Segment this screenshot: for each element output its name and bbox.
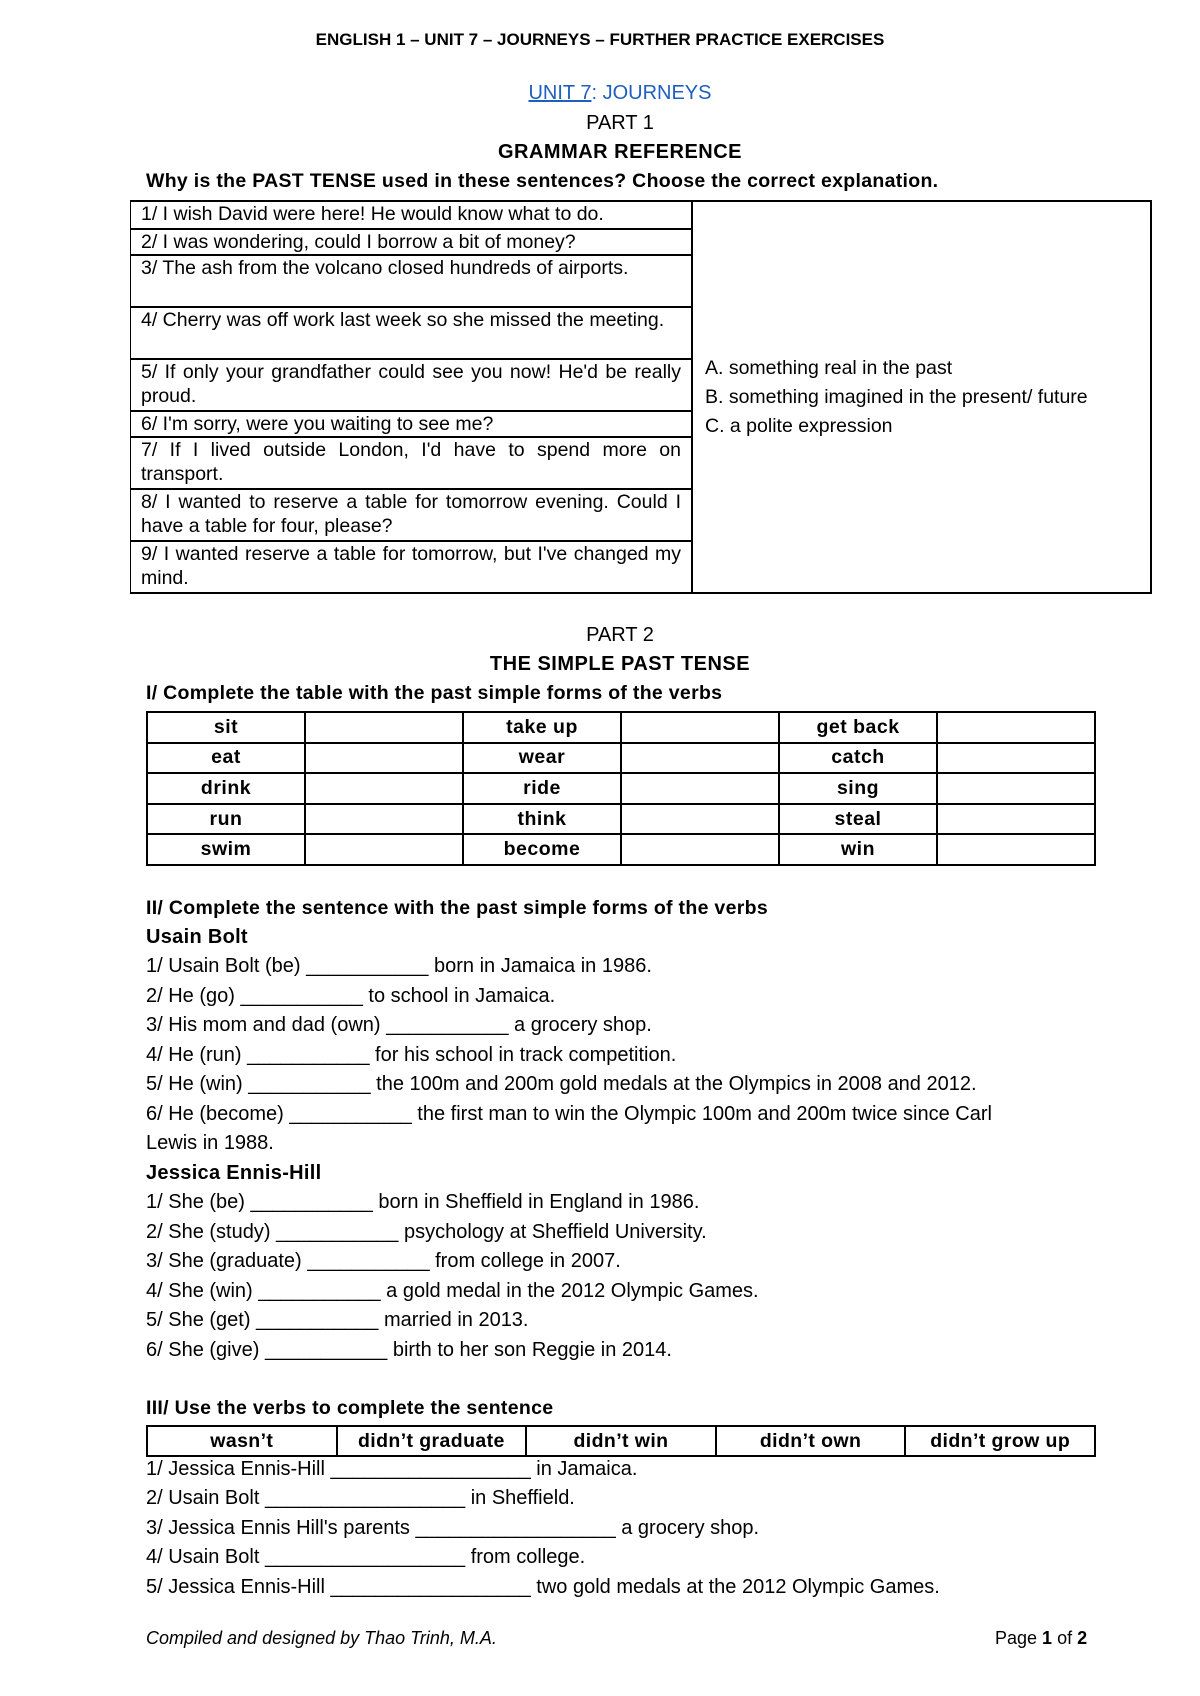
verb-cell: steal bbox=[779, 804, 937, 835]
option-b: B. something imagined in the present/ future bbox=[705, 385, 1088, 408]
verb-forms-table bbox=[146, 711, 1096, 866]
sentence-6: 6/ I'm sorry, were you waiting to see me? bbox=[131, 411, 693, 437]
ennis-line-2: 2/ She (study) ___________ psychology at Sheffield University. bbox=[146, 1221, 707, 1243]
bolt-line-2: 2/ He (go) ___________ to school in Jamaica. bbox=[146, 985, 556, 1007]
verb-cell: get back bbox=[779, 712, 937, 743]
page-number bbox=[995, 1628, 1087, 1649]
answer-cell[interactable] bbox=[305, 743, 463, 774]
answer-cell[interactable] bbox=[621, 834, 779, 865]
verb-choice: wasn’t bbox=[147, 1426, 337, 1456]
page-total: 2 bbox=[1077, 1628, 1088, 1648]
verb-choice-table bbox=[146, 1425, 1096, 1457]
sentence-7: 7/ If I lived outside London, I'd have to spend more on transport. bbox=[131, 437, 693, 489]
sentence-3: 3/ The ash from the volcano closed hundreds of airports. bbox=[131, 255, 693, 307]
page-prefix: Page bbox=[995, 1628, 1043, 1648]
ex3-line-3: 3/ Jessica Ennis Hill's parents __________________ a grocery shop. bbox=[146, 1517, 760, 1539]
exercise-1-title: I/ Complete the table with the past simple forms of the verbs bbox=[146, 682, 723, 704]
verb-choice: didn’t graduate bbox=[337, 1426, 527, 1456]
verb-cell: wear bbox=[463, 743, 621, 774]
answer-cell[interactable] bbox=[621, 773, 779, 804]
page-current: 1 bbox=[1042, 1628, 1053, 1648]
jessica-ennis-heading: Jessica Ennis-Hill bbox=[146, 1162, 322, 1184]
part1-title: PART 1 bbox=[586, 112, 654, 134]
ennis-line-3: 3/ She (graduate) ___________ from college in 2007. bbox=[146, 1250, 621, 1272]
part2-subtitle: THE SIMPLE PAST TENSE bbox=[489, 653, 751, 675]
ennis-line-5: 5/ She (get) ___________ married in 2013. bbox=[146, 1309, 529, 1331]
ennis-line-6: 6/ She (give) ___________ birth to her son Reggie in 2014. bbox=[146, 1339, 672, 1361]
usain-bolt-heading: Usain Bolt bbox=[146, 926, 248, 948]
verb-cell: take up bbox=[463, 712, 621, 743]
sentence-1: 1/ I wish David were here! He would know what to do. bbox=[131, 201, 693, 229]
answer-cell[interactable] bbox=[937, 743, 1095, 774]
table-row bbox=[147, 804, 1095, 835]
unit-title-rest: : JOURNEYS bbox=[591, 82, 712, 104]
bolt-line-5: 5/ He (win) ___________ the 100m and 200m gold medals at the Olympics in 2008 and 2012. bbox=[146, 1073, 977, 1095]
explanation-options bbox=[692, 201, 1151, 593]
bolt-line-4: 4/ He (run) ___________ for his school in track competition. bbox=[146, 1044, 677, 1066]
answer-cell[interactable] bbox=[621, 743, 779, 774]
verb-cell: swim bbox=[147, 834, 305, 865]
answer-cell[interactable] bbox=[305, 834, 463, 865]
sentence-4: 4/ Cherry was off work last week so she missed the meeting. bbox=[131, 307, 693, 359]
sentence-2: 2/ I was wondering, could I borrow a bit of money? bbox=[131, 229, 693, 255]
verb-cell: become bbox=[463, 834, 621, 865]
unit-link[interactable]: UNIT 7 bbox=[528, 82, 592, 104]
unit-title bbox=[0, 82, 1200, 105]
ex3-line-1: 1/ Jessica Ennis-Hill __________________ in Jamaica. bbox=[146, 1458, 638, 1480]
answer-cell[interactable] bbox=[621, 712, 779, 743]
verb-cell: drink bbox=[147, 773, 305, 804]
part1-subtitle: GRAMMAR REFERENCE bbox=[497, 141, 743, 163]
ex3-line-4: 4/ Usain Bolt __________________ from college. bbox=[146, 1546, 586, 1568]
answer-cell[interactable] bbox=[937, 773, 1095, 804]
answer-cell[interactable] bbox=[937, 834, 1095, 865]
bolt-line-3: 3/ His mom and dad (own) ___________ a grocery shop. bbox=[146, 1014, 652, 1036]
exercise-2-title: II/ Complete the sentence with the past simple forms of the verbs bbox=[146, 897, 768, 919]
sentence-5: 5/ If only your grandfather could see you now! He'd be really proud. bbox=[131, 359, 693, 411]
table-row bbox=[147, 773, 1095, 804]
ennis-line-1: 1/ She (be) ___________ born in Sheffield in England in 1986. bbox=[146, 1191, 700, 1213]
verb-cell: ride bbox=[463, 773, 621, 804]
ex3-line-5: 5/ Jessica Ennis-Hill __________________ two gold medals at the 2012 Olympic Games. bbox=[146, 1576, 940, 1598]
verb-cell: eat bbox=[147, 743, 305, 774]
option-a: A. something real in the past bbox=[705, 356, 953, 379]
part1-question: Why is the PAST TENSE used in these sentences? Choose the correct explanation. bbox=[146, 170, 939, 192]
verb-cell: sing bbox=[779, 773, 937, 804]
footer-credit: Compiled and designed by Thao Trinh, M.A. bbox=[146, 1628, 497, 1648]
bolt-line-6: 6/ He (become) ___________ the first man to win the Olympic 100m and 200m twice since Carl bbox=[146, 1103, 992, 1125]
grammar-reference-table bbox=[130, 200, 1152, 594]
verb-choice: didn’t own bbox=[716, 1426, 906, 1456]
answer-cell[interactable] bbox=[305, 804, 463, 835]
ennis-line-4: 4/ She (win) ___________ a gold medal in the 2012 Olympic Games. bbox=[146, 1280, 759, 1302]
part2-title: PART 2 bbox=[586, 624, 654, 646]
verb-cell: think bbox=[463, 804, 621, 835]
sentence-8: 8/ I wanted to reserve a table for tomorrow evening. Could I have a table for four, please? bbox=[131, 489, 693, 541]
answer-cell[interactable] bbox=[621, 804, 779, 835]
exercise-3-title: III/ Use the verbs to complete the sentence bbox=[146, 1397, 554, 1419]
table-row bbox=[147, 743, 1095, 774]
page-header: ENGLISH 1 – UNIT 7 – JOURNEYS – FURTHER PRACTICE EXERCISES bbox=[315, 30, 885, 49]
page-sep: of bbox=[1052, 1628, 1078, 1648]
sentence-9: 9/ I wanted reserve a table for tomorrow, but I've changed my mind. bbox=[131, 541, 693, 593]
table-row bbox=[147, 834, 1095, 865]
verb-cell: run bbox=[147, 804, 305, 835]
bolt-line-1: 1/ Usain Bolt (be) ___________ born in Jamaica in 1986. bbox=[146, 955, 652, 977]
verb-choice: didn’t win bbox=[526, 1426, 716, 1456]
verb-cell: sit bbox=[147, 712, 305, 743]
verb-cell: win bbox=[779, 834, 937, 865]
ex3-line-2: 2/ Usain Bolt __________________ in Sheffield. bbox=[146, 1487, 575, 1509]
answer-cell[interactable] bbox=[937, 712, 1095, 743]
bolt-line-6-cont: Lewis in 1988. bbox=[146, 1132, 274, 1154]
answer-cell[interactable] bbox=[937, 804, 1095, 835]
answer-cell[interactable] bbox=[305, 773, 463, 804]
option-c: C. a polite expression bbox=[705, 414, 893, 437]
verb-cell: catch bbox=[779, 743, 937, 774]
table-row bbox=[147, 712, 1095, 743]
answer-cell[interactable] bbox=[305, 712, 463, 743]
verb-choice: didn’t grow up bbox=[905, 1426, 1095, 1456]
